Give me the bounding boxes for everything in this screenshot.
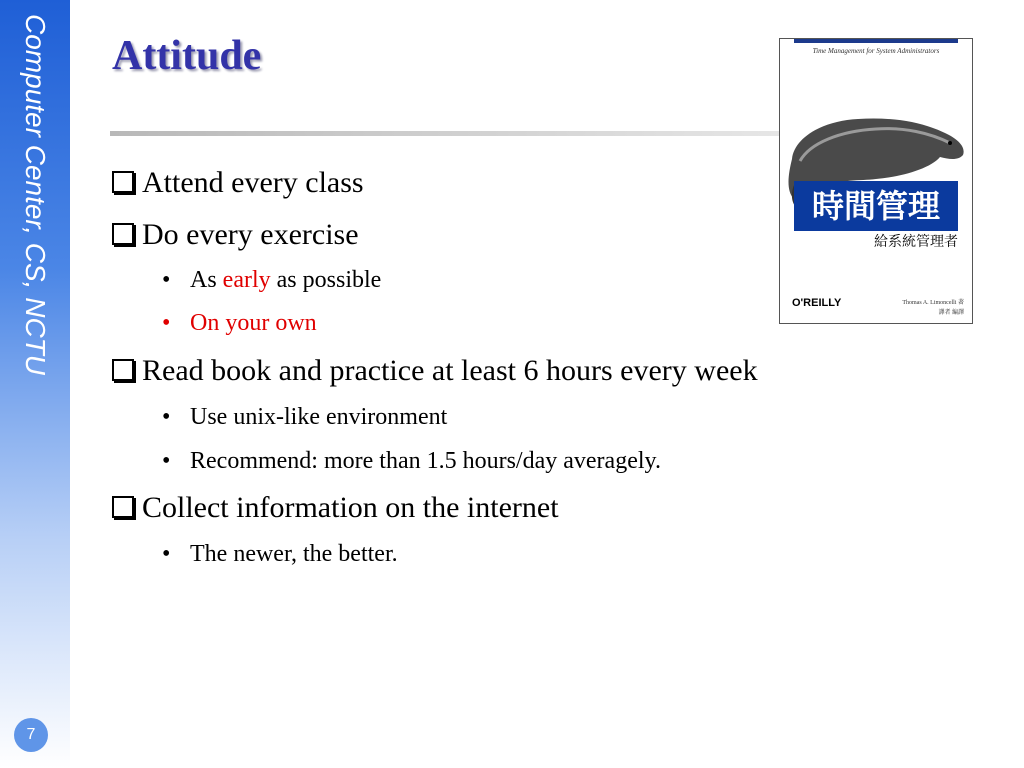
subbullet-text: Use unix-like environment [190, 404, 448, 430]
subbullet-highlight-early: early [222, 267, 271, 293]
slide-title: Attitude [112, 33, 262, 79]
book-translator: 譯者 編譯 [938, 310, 964, 316]
book-subline: 給系統管理者 [874, 235, 958, 250]
bullet-text: Do every exercise [142, 218, 359, 251]
subbullet-unix-env [162, 404, 447, 431]
checkbox-bullet-icon [112, 171, 134, 193]
subbullet-text: On your own [190, 310, 317, 336]
bullet-text: Attend every class [142, 166, 364, 199]
dot-bullet-icon: • [162, 267, 171, 293]
dot-bullet-icon: • [162, 310, 171, 336]
subbullet-on-your-own [162, 310, 317, 337]
bullet-read-book [112, 354, 758, 388]
book-publisher-logo: O'REILLY [792, 297, 842, 309]
sidebar [0, 0, 70, 768]
book-subtitle: Time Management for System Administrators [812, 47, 940, 55]
subbullet-text-part: as possible [270, 267, 382, 293]
checkbox-bullet-icon [112, 359, 134, 381]
bullet-collect-info [112, 491, 559, 525]
subbullet-text: Recommend: more than 1.5 hours/day averagely. [190, 448, 661, 474]
book-top-bar [794, 39, 958, 43]
title-divider [110, 131, 780, 136]
book-title: 時間管理 [811, 188, 940, 224]
checkbox-bullet-icon [112, 496, 134, 518]
subbullet-text: The newer, the better. [190, 541, 398, 567]
dot-bullet-icon: • [162, 541, 171, 567]
subbullet-text-part: As [190, 267, 223, 293]
book-cover-image [779, 38, 973, 324]
subbullet-recommend [162, 448, 661, 475]
bullet-text: Read book and practice at least 6 hours every week [142, 354, 758, 387]
subbullet-as-early [162, 267, 381, 294]
bullet-text: Collect information on the internet [142, 491, 559, 524]
bullet-attend-class [112, 166, 364, 200]
book-author: Thomas A. Limoncelli 著 [902, 300, 964, 306]
page-number-badge: 7 [14, 718, 48, 752]
sidebar-vertical-text: Computer Center, CS, NCTU [20, 14, 51, 375]
bullet-do-exercise [112, 218, 359, 252]
checkbox-bullet-icon [112, 223, 134, 245]
dot-bullet-icon: • [162, 448, 171, 474]
subbullet-newer-better [162, 541, 398, 568]
dot-bullet-icon: • [162, 404, 171, 430]
